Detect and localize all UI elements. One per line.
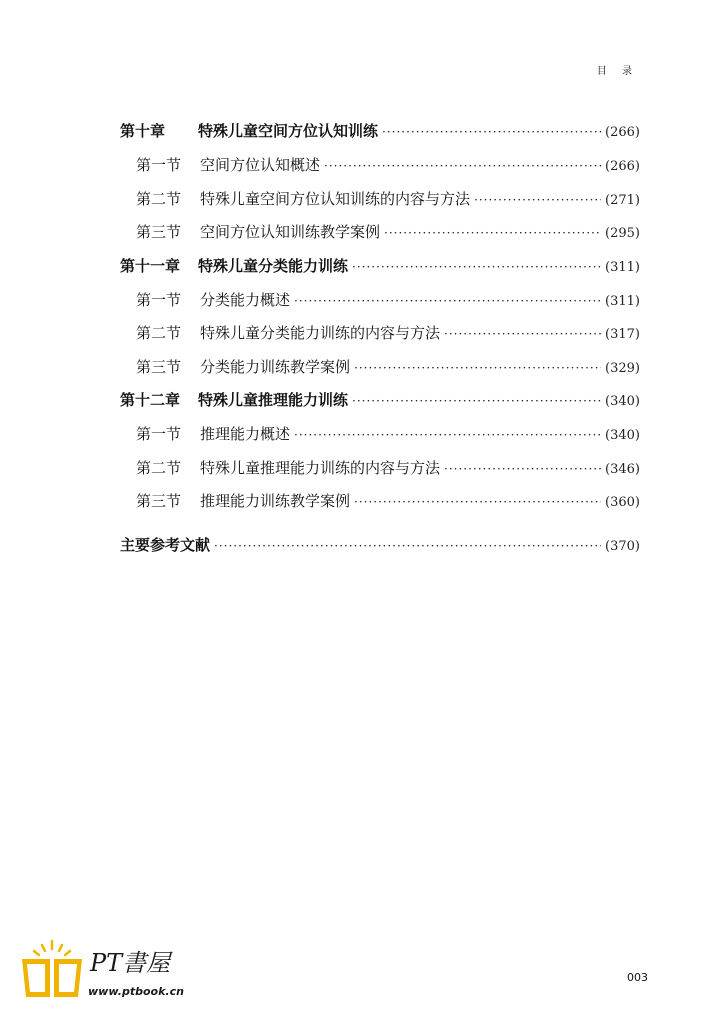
section-title: 分类能力概述: [200, 290, 291, 309]
section-title: 空间方位认知概述: [200, 156, 321, 174]
toc-section-row[interactable]: [120, 457, 640, 491]
page-ref: (370): [605, 538, 640, 554]
section-label: 第三节: [136, 357, 182, 376]
page-ref: (266): [605, 159, 640, 174]
page-ref: (266): [605, 125, 640, 140]
logo-text: PT書屋: [90, 949, 171, 977]
toc-section-row[interactable]: [120, 188, 640, 222]
page-ref: (346): [605, 461, 640, 477]
table-of-contents: [120, 120, 640, 568]
toc-chapter-row[interactable]: [120, 255, 640, 289]
section-label: 第一节: [136, 156, 182, 174]
toc-section-row[interactable]: [120, 490, 640, 524]
leader-dots: [354, 495, 601, 509]
running-header: 目 录: [596, 66, 638, 77]
page-ref: (360): [605, 495, 640, 510]
leader-dots: [294, 294, 601, 308]
section-label: 第二节: [136, 458, 182, 477]
chapter-title: 特殊儿童推理能力训练: [198, 391, 349, 409]
toc-chapter-row[interactable]: [120, 389, 640, 423]
toc-section-row[interactable]: [120, 154, 640, 188]
leader-dots: [324, 159, 601, 173]
leader-dots: [474, 193, 601, 207]
chapter-label: 第十章: [120, 122, 166, 140]
leader-dots: [354, 361, 601, 375]
section-title: 特殊儿童空间方位认知训练的内容与方法: [200, 189, 471, 208]
page-ref: (329): [605, 360, 640, 376]
chapter-label: 第十二章: [120, 391, 181, 409]
section-label: 第二节: [136, 324, 182, 342]
book-icon: [22, 941, 82, 997]
section-label: 第一节: [136, 290, 182, 309]
section-title: 推理能力概述: [200, 425, 291, 443]
logo-url: www.ptbook.cn: [88, 985, 184, 998]
page-ref: (271): [605, 192, 640, 208]
toc-section-row[interactable]: [120, 322, 640, 356]
section-label: 第三节: [136, 492, 182, 510]
toc-section-row[interactable]: [120, 423, 640, 457]
page-ref: (340): [605, 428, 640, 443]
page-ref: (317): [605, 327, 640, 342]
page-ref: (295): [605, 226, 640, 241]
page-ref: (340): [605, 394, 640, 409]
leader-dots: [382, 125, 601, 139]
page-number: 003: [627, 971, 648, 984]
toc-chapter-row[interactable]: [120, 120, 640, 154]
chapter-title: 特殊儿童分类能力训练: [198, 256, 349, 275]
page-ref: (311): [605, 259, 640, 275]
toc-bibliography-row[interactable]: [120, 534, 640, 568]
leader-dots: [294, 428, 601, 442]
section-label: 第二节: [136, 189, 182, 208]
leader-dots: [384, 226, 601, 240]
section-title: 特殊儿童推理能力训练的内容与方法: [200, 458, 441, 477]
section-title: 分类能力训练教学案例: [200, 357, 351, 376]
section-title: 特殊儿童分类能力训练的内容与方法: [200, 324, 441, 342]
section-label: 第三节: [136, 223, 182, 241]
bibliography-title: 主要参考文献: [120, 535, 211, 554]
ptbook-logo: [16, 935, 196, 1005]
leader-dots: [214, 539, 601, 553]
section-label: 第一节: [136, 425, 182, 443]
leader-dots: [444, 327, 601, 341]
toc-section-row[interactable]: [120, 221, 640, 255]
leader-dots: [352, 394, 601, 408]
toc-section-row[interactable]: [120, 356, 640, 390]
page-ref: (311): [605, 293, 640, 309]
leader-dots: [352, 260, 601, 274]
section-title: 推理能力训练教学案例: [200, 492, 351, 510]
chapter-label: 第十一章: [120, 256, 181, 275]
section-title: 空间方位认知训练教学案例: [200, 223, 381, 241]
leader-dots: [444, 462, 601, 476]
toc-section-row[interactable]: [120, 289, 640, 323]
chapter-title: 特殊儿童空间方位认知训练: [198, 122, 379, 140]
